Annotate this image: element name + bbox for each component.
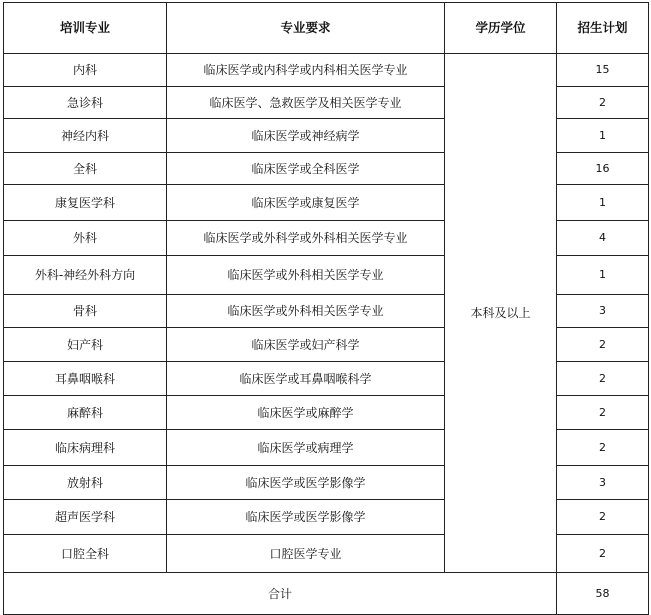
total-value: 58: [557, 573, 649, 615]
requirement-cell: 临床医学或全科医学: [167, 153, 445, 185]
requirement-cell: 临床医学或麻醉学: [167, 396, 445, 430]
quota-cell: 4: [557, 221, 649, 256]
total-label: 合计: [4, 573, 557, 615]
requirement-cell: 临床医学或外科相关医学专业: [167, 256, 445, 295]
specialty-cell: 耳鼻咽喉科: [4, 362, 167, 396]
specialty-cell: 外科-神经外科方向: [4, 256, 167, 295]
total-row: [4, 573, 649, 615]
enrollment-table-container: [3, 2, 649, 615]
requirement-cell: 临床医学或医学影像学: [167, 466, 445, 500]
specialty-cell: 骨科: [4, 295, 167, 328]
enrollment-table: [3, 2, 649, 615]
table-row: [4, 54, 649, 87]
header-requirement: 专业要求: [167, 3, 445, 54]
header-degree: 学历学位: [445, 3, 557, 54]
specialty-cell: 麻醉科: [4, 396, 167, 430]
quota-cell: 2: [557, 430, 649, 466]
quota-cell: 2: [557, 328, 649, 362]
quota-cell: 3: [557, 295, 649, 328]
requirement-cell: 临床医学或康复医学: [167, 185, 445, 221]
quota-cell: 2: [557, 396, 649, 430]
specialty-cell: 外科: [4, 221, 167, 256]
quota-cell: 1: [557, 185, 649, 221]
requirement-cell: 临床医学或神经病学: [167, 119, 445, 153]
requirement-cell: 临床医学或耳鼻咽喉科学: [167, 362, 445, 396]
requirement-cell: 临床医学或内科学或内科相关医学专业: [167, 54, 445, 87]
requirement-cell: 临床医学或外科相关医学专业: [167, 295, 445, 328]
specialty-cell: 超声医学科: [4, 500, 167, 535]
quota-cell: 2: [557, 500, 649, 535]
specialty-cell: 康复医学科: [4, 185, 167, 221]
requirement-cell: 临床医学或外科学或外科相关医学专业: [167, 221, 445, 256]
specialty-cell: 口腔全科: [4, 535, 167, 573]
requirement-cell: 临床医学、急救医学及相关医学专业: [167, 87, 445, 119]
quota-cell: 2: [557, 362, 649, 396]
specialty-cell: 放射科: [4, 466, 167, 500]
quota-cell: 16: [557, 153, 649, 185]
degree-cell: 本科及以上: [445, 54, 557, 573]
specialty-cell: 内科: [4, 54, 167, 87]
quota-cell: 1: [557, 256, 649, 295]
specialty-cell: 神经内科: [4, 119, 167, 153]
requirement-cell: 临床医学或医学影像学: [167, 500, 445, 535]
requirement-cell: 临床医学或病理学: [167, 430, 445, 466]
specialty-cell: 妇产科: [4, 328, 167, 362]
specialty-cell: 临床病理科: [4, 430, 167, 466]
header-quota: 招生计划: [557, 3, 649, 54]
requirement-cell: 口腔医学专业: [167, 535, 445, 573]
quota-cell: 2: [557, 535, 649, 573]
specialty-cell: 全科: [4, 153, 167, 185]
quota-cell: 3: [557, 466, 649, 500]
quota-cell: 15: [557, 54, 649, 87]
quota-cell: 1: [557, 119, 649, 153]
requirement-cell: 临床医学或妇产科学: [167, 328, 445, 362]
header-specialty: 培训专业: [4, 3, 167, 54]
quota-cell: 2: [557, 87, 649, 119]
header-row: [4, 3, 649, 54]
specialty-cell: 急诊科: [4, 87, 167, 119]
